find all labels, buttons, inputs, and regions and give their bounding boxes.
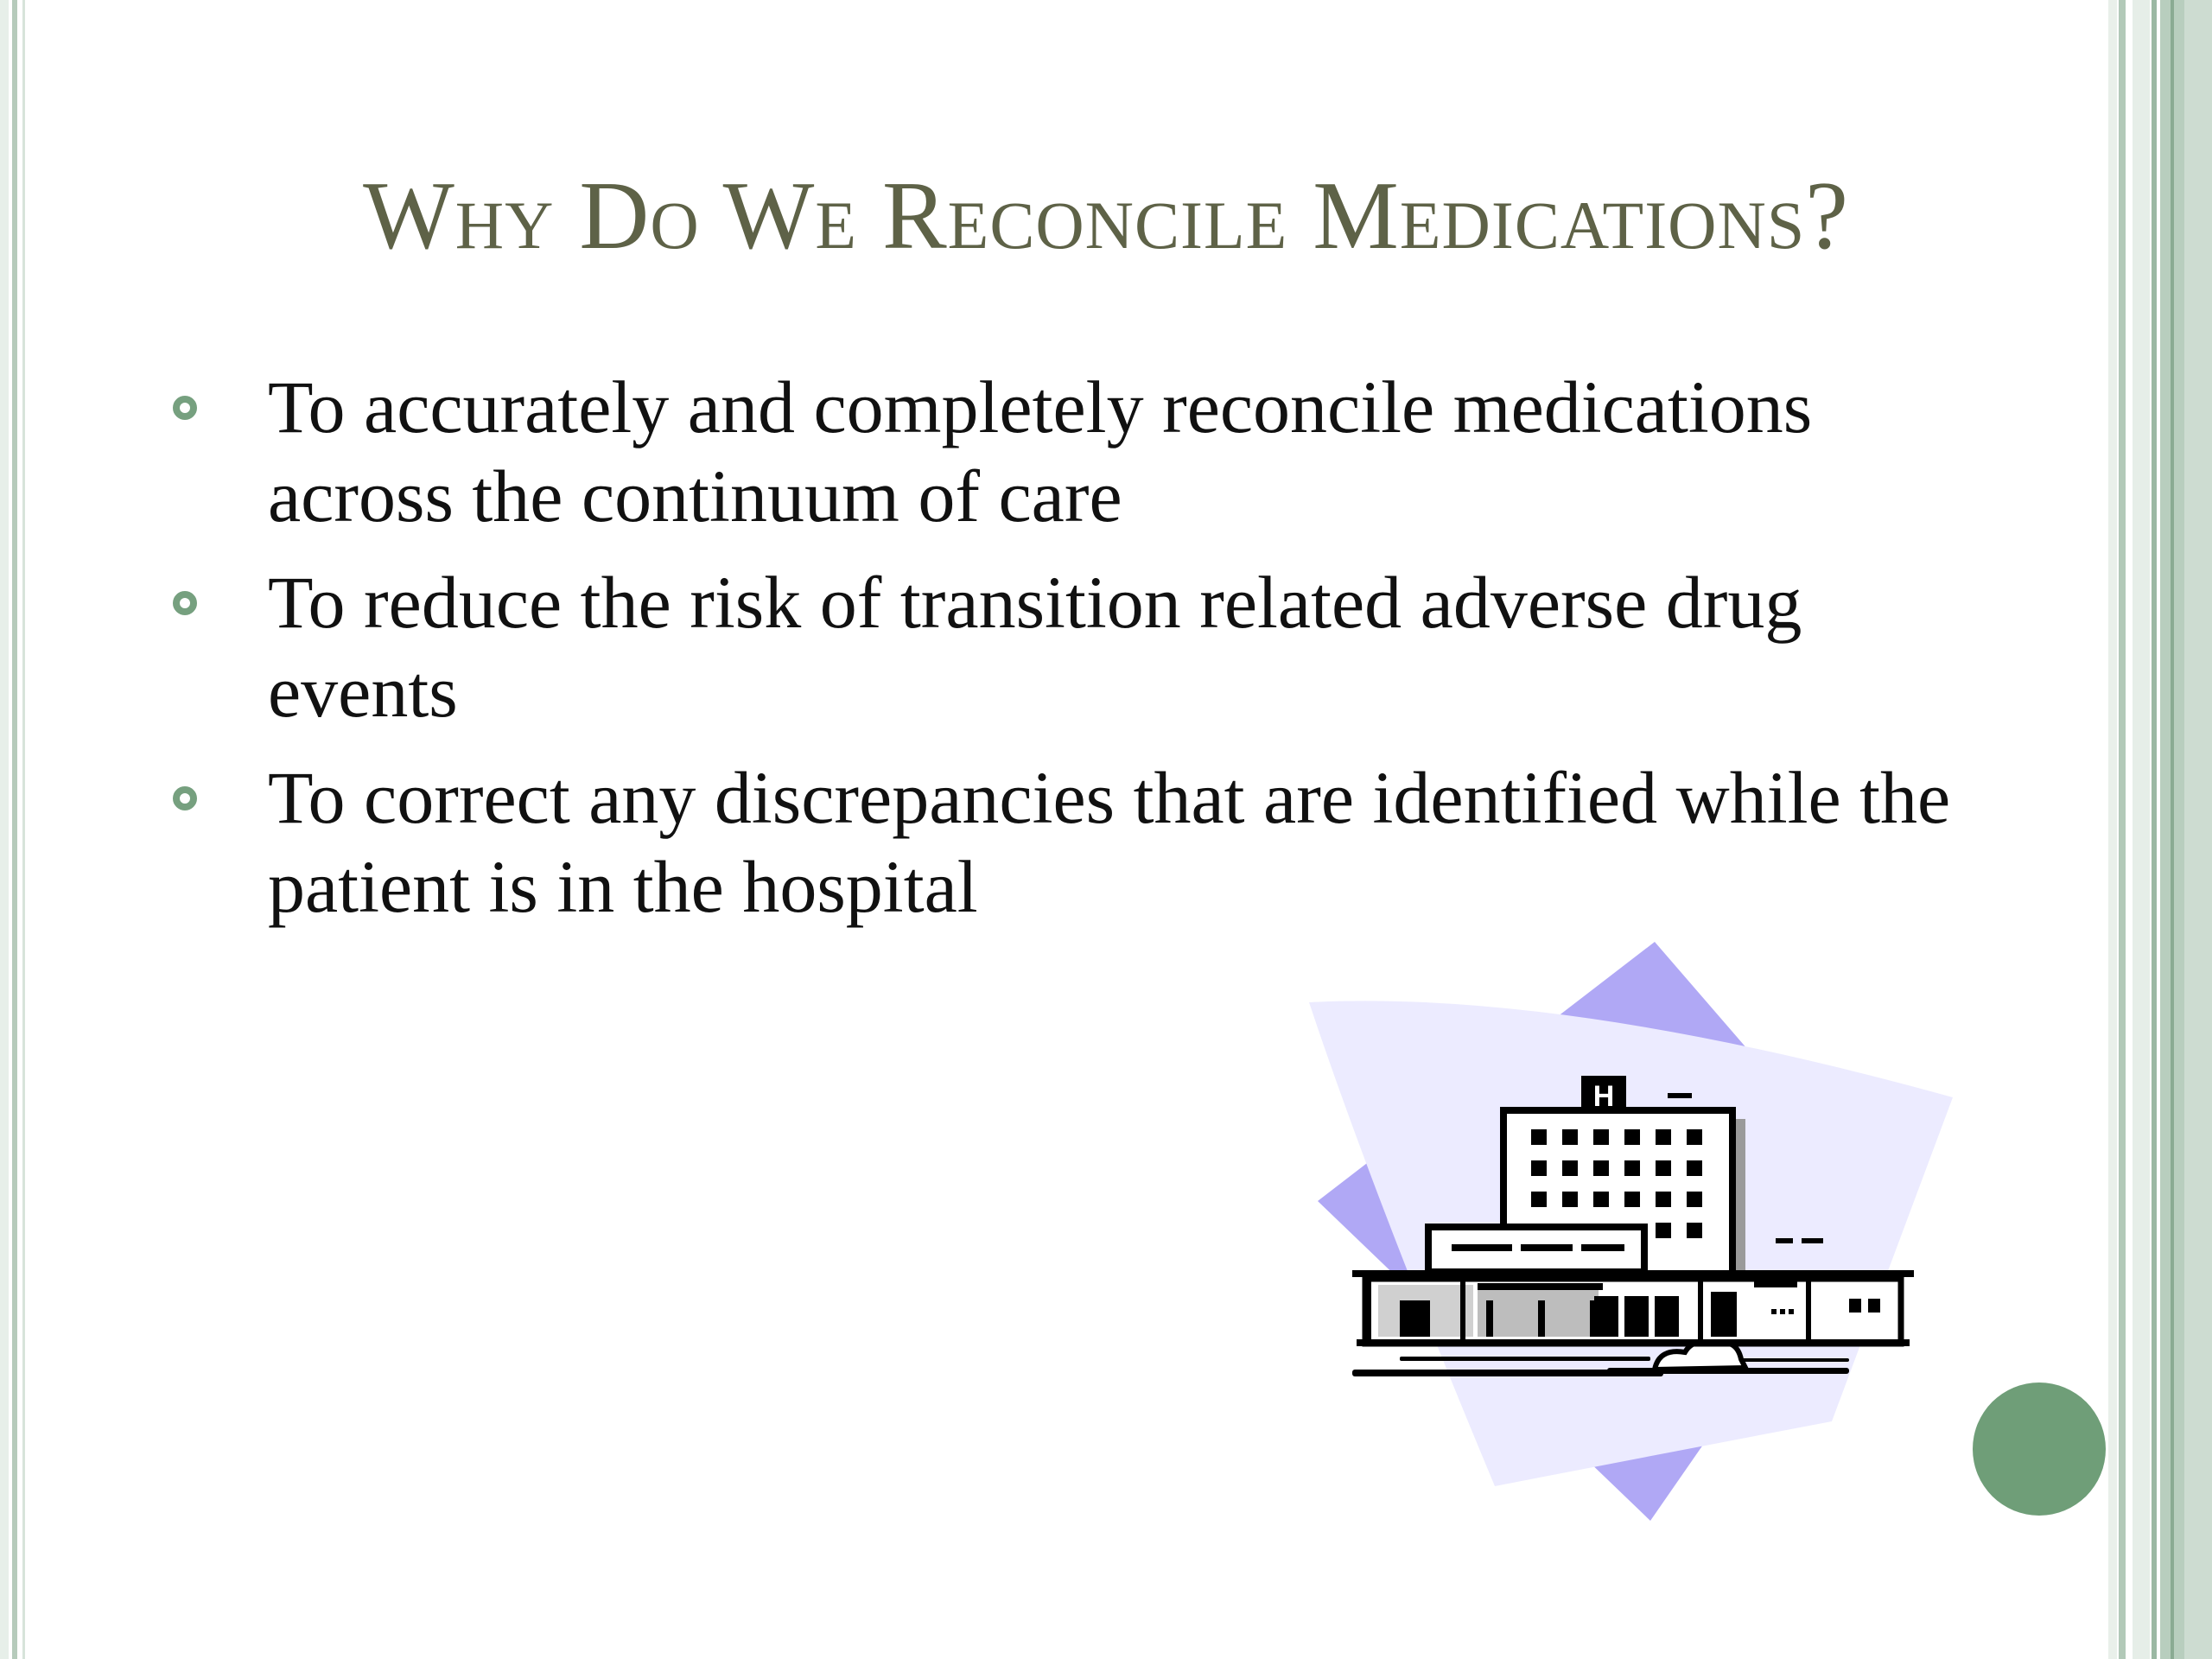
left-border-stripe [22,0,25,1659]
right-border-stripe [2171,0,2174,1659]
right-border-stripe [2184,0,2212,1659]
right-border-stripe [2152,0,2157,1659]
bullet-item [173,753,1970,931]
clipart-h-letter: H [1592,1080,1615,1113]
bullet-text: To correct any discrepancies that are identified while the patient is in the hospital [268,756,1951,928]
left-border-stripe [0,0,9,1659]
clipart-roof-vent [1668,1093,1692,1098]
slide-title: Why Do We Reconcile Medications? [363,162,1849,270]
clipart-canopy-edge [1478,1283,1603,1290]
right-border-stripe [2119,0,2126,1659]
bullet-text: To reduce the risk of transition related adverse drug events [268,561,1802,733]
bullet-item [173,363,1970,541]
bullet-circle-icon [173,786,197,810]
bullet-list [173,363,1970,949]
right-border-stripe [2133,0,2150,1659]
clipart-base-line [1357,1339,1910,1346]
accent-dot [1973,1382,2106,1516]
bullet-circle-icon [173,591,197,615]
hospital-icon [1305,938,1953,1525]
bullet-circle-icon [173,396,197,420]
bullet-item [173,558,1970,736]
bullet-text: To accurately and completely reconcile medications across the continuum of care [268,365,1813,537]
right-border-stripe [2108,0,2117,1659]
left-border-stripe [12,0,17,1659]
